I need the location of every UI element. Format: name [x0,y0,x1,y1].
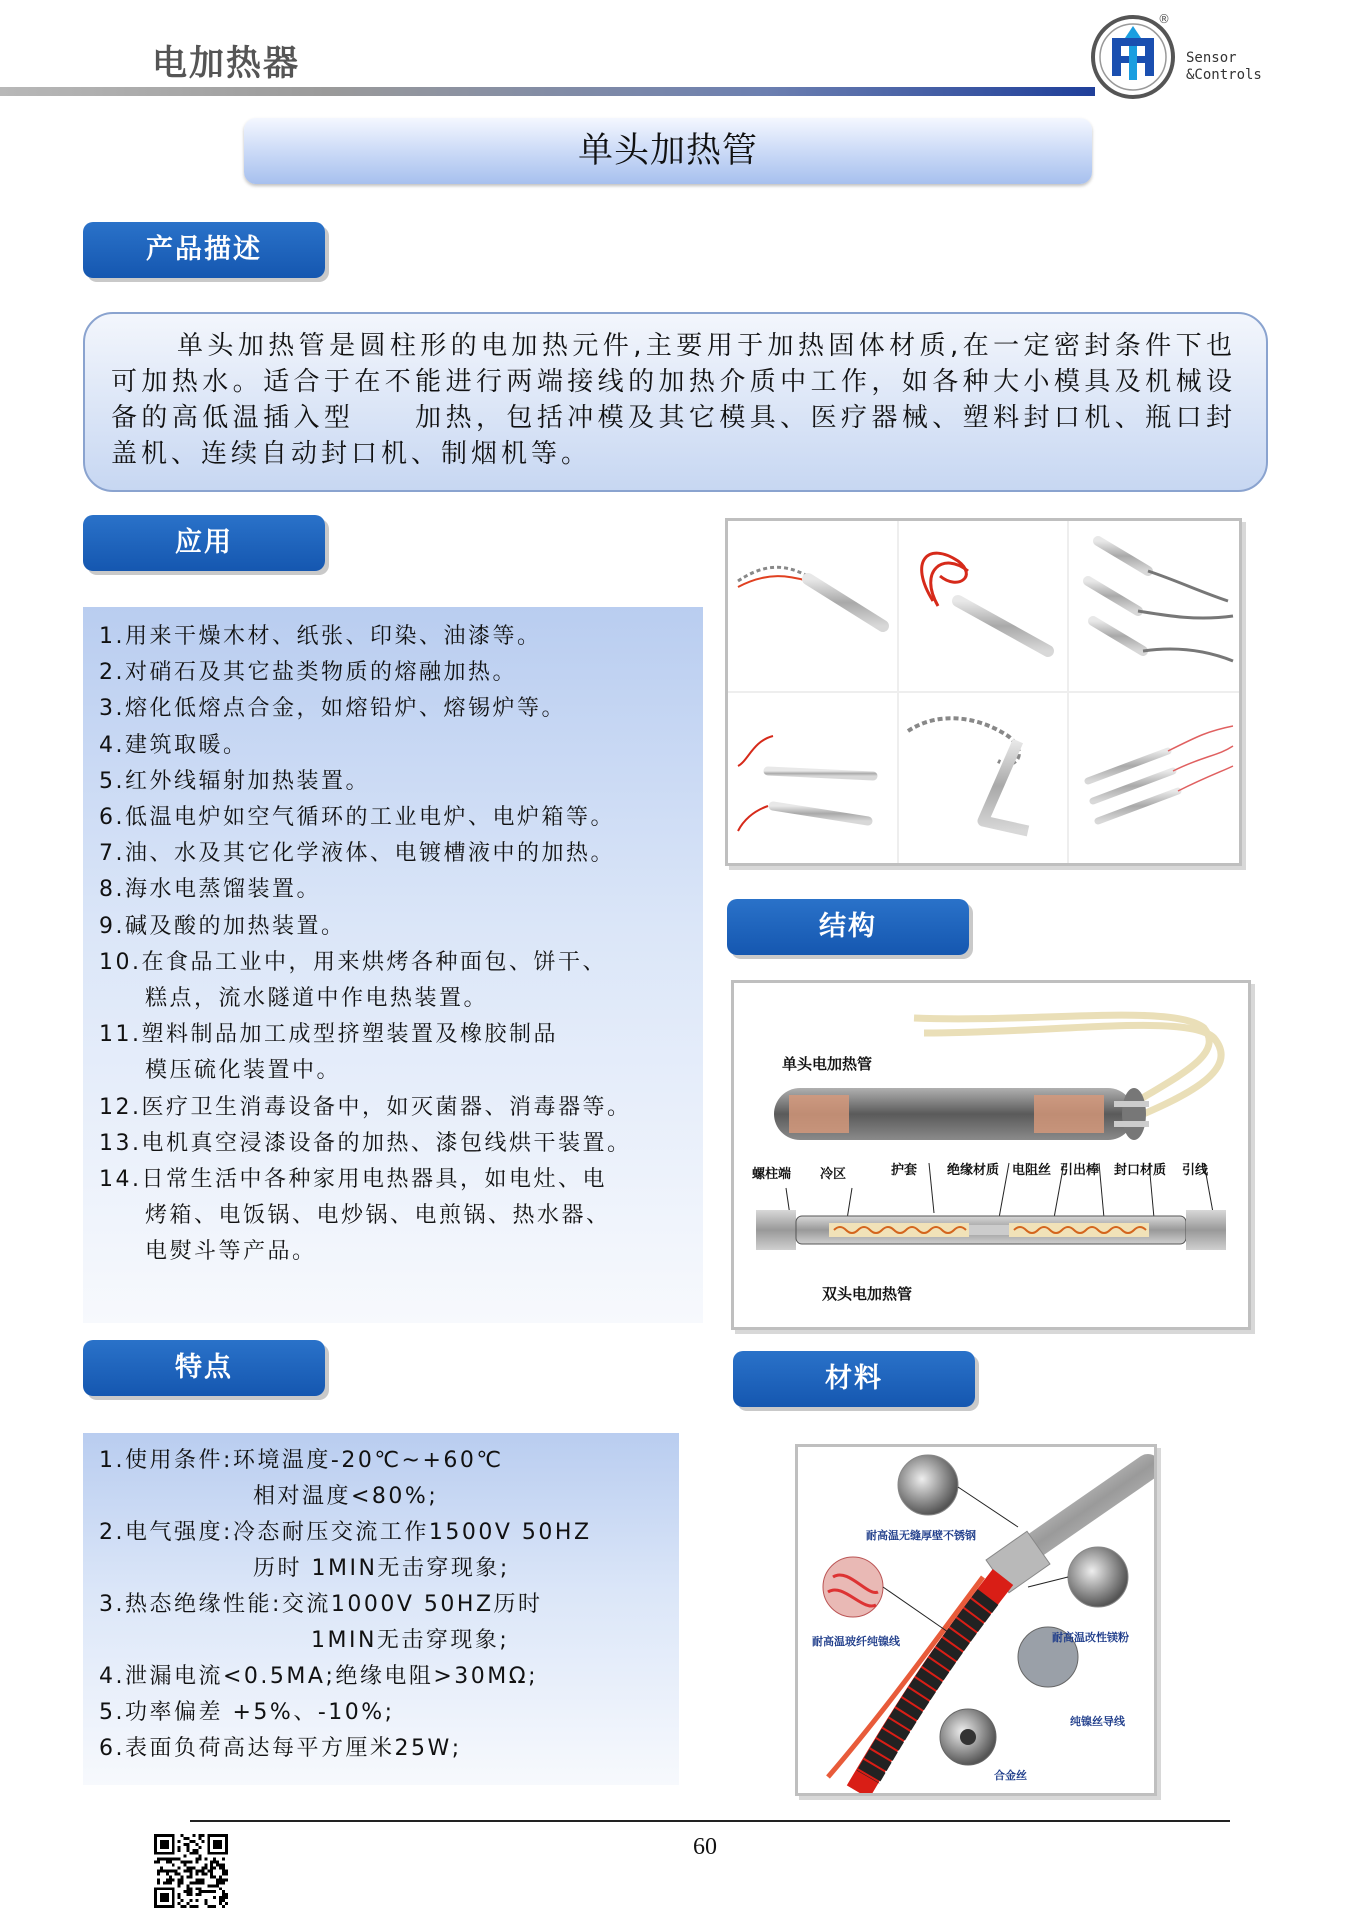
material-label-nickel-wire: 纯镍丝导线 [1070,1715,1125,1728]
header-category: 电加热器 [152,44,301,84]
feature-item: 6.表面负荷高达每平方厘米25W; [99,1736,462,1761]
application-item: 8.海水电蒸馏装置。 [99,877,321,903]
application-item: 模压硫化装置中。 [145,1058,342,1084]
application-item: 2.对硝石及其它盐类物质的熔融加热。 [99,660,517,686]
structure-diagram [731,980,1251,1330]
application-item: 电熨斗等产品。 [145,1239,317,1265]
part-label-sheath: 护套 [891,1163,918,1178]
structure-label-double-tube: 双头电加热管 [822,1285,913,1303]
qr-code [154,1834,228,1908]
logo-text-line2: &Controls [1186,67,1262,83]
application-item: 10.在食品工业中，用来烘烤各种面包、饼干、 [99,949,607,975]
product-title: 单头加热管 [244,118,1092,184]
feature-item: 5.功率偏差 +5%、-10%; [99,1700,395,1725]
part-label-cold-zone: 冷区 [820,1167,847,1182]
registered-mark: ® [1158,12,1170,26]
application-item: 12.医疗卫生消毒设备中，如灭菌器、消毒器等。 [99,1094,632,1120]
feature-item: 1.使用条件:环境温度-20℃~+60℃ [99,1448,504,1473]
section-label-material: 材料 [733,1351,975,1407]
application-item: 3.熔化低熔点合金，如熔铅炉、熔锡炉等。 [99,696,566,722]
material-label-magnesium: 耐高温改性镁粉 [1052,1631,1129,1644]
application-item: 9.碱及酸的加热装置。 [99,913,346,939]
application-item: 4.建筑取暖。 [99,732,248,758]
description-text: 单头加热管是圆柱形的电加热元件,主要用于加热固体材质,在一定密封条件下也可加热水。适合于在不能进行两端接线的加热介质中工作，如各种大小模具及机械设备的高低温插入型 加热，包括冲模及其它模具、医疗器械、塑料封口机、瓶口封盖机、连续自动封口机、制烟机等。 [111,331,1236,469]
application-item: 11.塑料制品加工成型挤塑装置及橡胶制品 [99,1022,558,1048]
application-item: 14.日常生活中各种家用电热器具，如电灶、电 [99,1167,607,1193]
application-item: 13.电机真空浸漆设备的加热、漆包线烘干装置。 [99,1130,632,1156]
feature-item: 3.热态绝缘性能:交流1000V 50HZ历时 [99,1592,543,1617]
application-item: 6.低温电炉如空气循环的工业电炉、电炉箱等。 [99,805,615,831]
part-label-lead-wire: 引线 [1182,1163,1209,1178]
product-photos [728,521,1239,863]
description-box [83,312,1268,492]
product-photo-grid [725,518,1242,866]
section-label-description: 产品描述 [83,222,325,278]
feature-item: 历时 1MIN无击穿现象; [253,1556,510,1581]
logo-text [1186,50,1262,84]
section-label-features: 特点 [83,1340,325,1396]
part-label-stud-end: 螺柱端 [752,1167,792,1182]
features-list [83,1433,679,1785]
section-label-structure: 结构 [727,899,969,955]
feature-item: 4.泄漏电流<0.5MA;绝缘电阻>30MΩ; [99,1664,538,1689]
material-label-steel: 耐高温无缝厚壁不锈钢 [866,1529,976,1542]
material-drawing [798,1447,1154,1793]
application-item: 7.油、水及其它化学液体、电镀槽液中的加热。 [99,841,615,867]
application-item: 5.红外线辐射加热装置。 [99,768,370,794]
application-item: 糕点，流水隧道中作电热装置。 [145,986,489,1012]
part-label-resistance-wire: 电阻丝 [1012,1163,1052,1178]
feature-item: 相对温度<80%; [253,1484,439,1509]
footer-rule [190,1820,1230,1822]
feature-item: 1MIN无击穿现象; [311,1628,510,1653]
application-item: 1.用来干燥木材、纸张、印染、油漆等。 [99,624,542,649]
application-list [83,607,703,1323]
part-label-seal: 封口材质 [1114,1163,1167,1178]
section-label-application: 应用 [83,515,325,571]
feature-item: 2.电气强度:冷态耐压交流工作1500V 50HZ [99,1520,592,1545]
page-number: 60 [693,1834,717,1860]
part-label-insulation: 绝缘材质 [947,1163,1000,1178]
material-label-alloy: 合金丝 [994,1769,1027,1782]
part-label-lead-rod: 引出棒 [1060,1163,1100,1178]
header-rule [0,87,1095,96]
logo-text-line1: Sensor [1186,50,1237,66]
application-item: 烤箱、电饭锅、电炒锅、电煎锅、热水器、 [145,1203,611,1229]
material-diagram [795,1444,1157,1796]
structure-label-single-tube: 单头电加热管 [782,1055,873,1073]
structure-drawing [734,983,1248,1327]
material-label-glass-fiber: 耐高温玻纤纯镍线 [812,1635,900,1648]
